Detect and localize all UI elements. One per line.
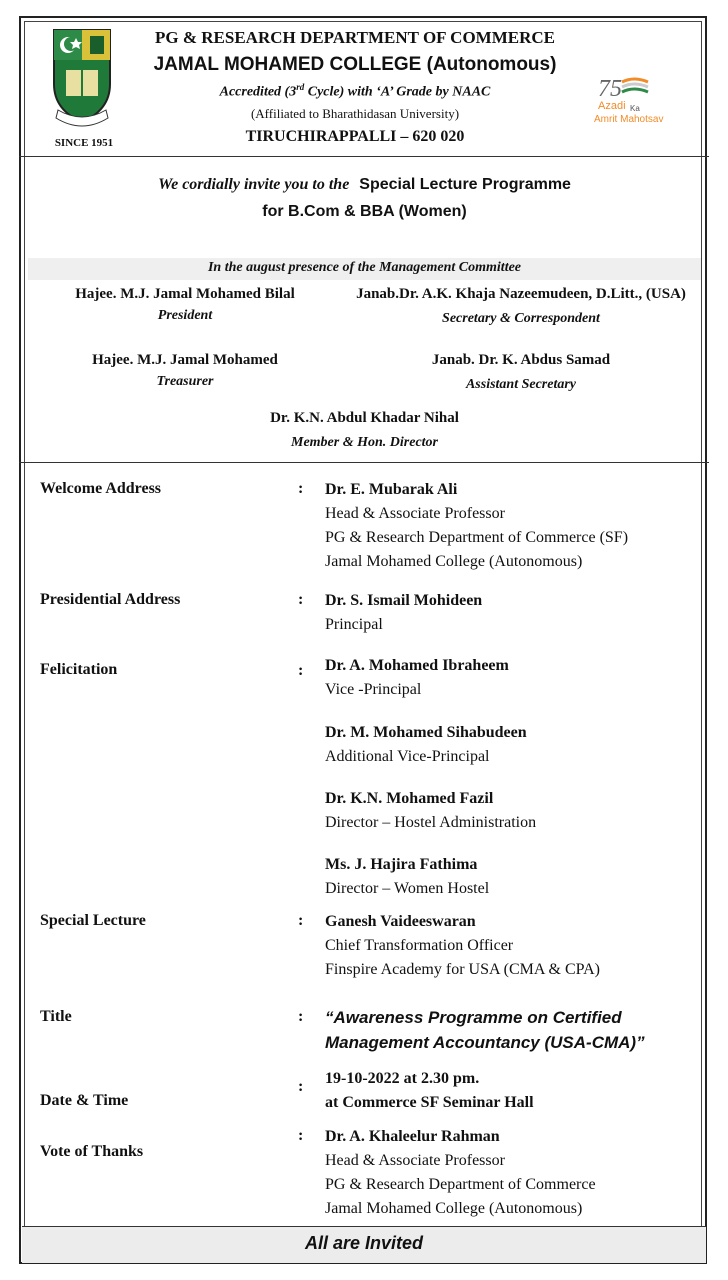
welcome-line-3: Jamal Mohamed College (Autonomous) [325, 553, 583, 570]
invitation-line [28, 176, 701, 194]
thanks-name: Dr. A. Khaleelur Rahman [325, 1128, 500, 1145]
azadi-75-icon [596, 74, 656, 100]
thanks-colon: : [298, 1127, 304, 1144]
since-year: SINCE 1951 [54, 137, 114, 149]
title-label: Title [40, 1008, 72, 1025]
datetime-line-2: at Commerce SF Seminar Hall [325, 1094, 534, 1111]
accreditation: Accredited (3rd Cycle) with ‘A’ Grade by NAAC [219, 82, 491, 100]
affiliation: (Affiliated to Bharathidasan University) [250, 106, 460, 121]
committee-secretary-role: Secretary & Correspondent [442, 311, 600, 326]
special-line-2: Finspire Academy for USA (CMA & CPA) [325, 961, 600, 978]
committee-asst-secretary-name: Janab. Dr. K. Abdus Samad [431, 352, 611, 368]
azadi-logo [592, 74, 692, 130]
welcome-value [325, 478, 628, 574]
thanks-line-1: Head & Associate Professor [325, 1152, 505, 1169]
felicitation-person-4 [325, 853, 489, 901]
special-label: Special Lecture [40, 912, 146, 929]
college-emblem [46, 26, 118, 134]
felicitation-person-3 [325, 787, 536, 835]
felicitation-person-1 [325, 654, 509, 702]
svg-text:75: 75 [598, 76, 622, 100]
datetime-colon: : [298, 1078, 304, 1095]
presidential-name: Dr. S. Ismail Mohideen [325, 592, 483, 609]
all-invited: All are Invited [304, 1233, 424, 1253]
welcome-label: Welcome Address [40, 480, 162, 497]
title-colon: : [298, 1008, 304, 1025]
welcome-colon: : [298, 480, 304, 497]
audience: for B.Com & BBA (Women) [262, 203, 467, 220]
welcome-line-1: Head & Associate Professor [325, 505, 505, 522]
committee-director-role: Member & Hon. Director [291, 435, 438, 450]
committee-president-role: President [157, 308, 213, 323]
committee-treasurer-role: Treasurer [156, 374, 214, 389]
special-line-1: Chief Transformation Officer [325, 937, 514, 954]
welcome-line-2: PG & Research Department of Commerce (SF) [325, 529, 629, 546]
lecture-title-line-1: “Awareness Programme on Certified [325, 1008, 622, 1027]
programme-name: Special Lecture Programme [359, 176, 571, 193]
committee-director-name: Dr. K.N. Abdul Khadar Nihal [270, 410, 459, 426]
college-name: JAMAL MOHAMED COLLEGE (Autonomous) [153, 54, 557, 75]
felicitation-name-1: Dr. A. Mohamed Ibraheem [325, 657, 509, 674]
city-pin: TIRUCHIRAPPALLI – 620 020 [245, 128, 465, 145]
thanks-line-3: Jamal Mohamed College (Autonomous) [325, 1200, 583, 1217]
committee-asst-secretary-role: Assistant Secretary [465, 377, 577, 392]
felicitation-name-2: Dr. M. Mohamed Sihabudeen [325, 724, 527, 741]
presidential-line-1: Principal [325, 616, 383, 633]
datetime-line-1: 19-10-2022 at 2.30 pm. [325, 1070, 480, 1087]
lecture-title-line-2: Management Accountancy (USA-CMA)” [325, 1033, 645, 1052]
special-name: Ganesh Vaideeswaran [325, 913, 476, 930]
felicitation-role-1: Vice -Principal [325, 681, 422, 698]
presidential-colon: : [298, 591, 304, 608]
felicitation-name-3: Dr. K.N. Mohamed Fazil [325, 790, 494, 807]
shield-emblem-icon [46, 26, 118, 134]
felicitation-name-4: Ms. J. Hajira Fathima [325, 856, 478, 873]
azadi-text: Azadi [598, 100, 626, 112]
committee-heading: In the august presence of the Management Committee [207, 260, 522, 275]
welcome-name: Dr. E. Mubarak Ali [325, 481, 458, 498]
lecture-title [325, 1005, 645, 1055]
committee-president-name: Hajee. M.J. Jamal Mohamed Bilal [75, 286, 295, 302]
felicitation-role-2: Additional Vice-Principal [325, 748, 490, 765]
datetime-label: Date & Time [40, 1092, 129, 1109]
presidential-value [325, 589, 482, 637]
special-colon: : [298, 912, 304, 929]
invitation-lead: We cordially invite you to the [158, 176, 350, 193]
felicitation-role-4: Director – Women Hostel [325, 880, 490, 897]
datetime-value [325, 1067, 534, 1115]
thanks-line-2: PG & Research Department of Commerce [325, 1176, 596, 1193]
felicitation-role-3: Director – Hostel Administration [325, 814, 537, 831]
felicitation-colon: : [298, 662, 304, 679]
committee-secretary-name: Janab.Dr. A.K. Khaja Nazeemudeen, D.Litt., (USA) [356, 286, 686, 302]
presidential-label: Presidential Address [40, 591, 181, 608]
committee-treasurer-name: Hajee. M.J. Jamal Mohamed [92, 352, 278, 368]
azadi-amrit-text: Amrit Mahotsav [594, 114, 664, 125]
thanks-value [325, 1125, 596, 1221]
azadi-ka-text: Ka [630, 104, 640, 113]
felicitation-label: Felicitation [40, 661, 118, 678]
thanks-label: Vote of Thanks [40, 1143, 144, 1160]
felicitation-person-2 [325, 721, 527, 769]
department-name: PG & RESEARCH DEPARTMENT OF COMMERCE [154, 28, 555, 47]
special-value [325, 910, 600, 982]
